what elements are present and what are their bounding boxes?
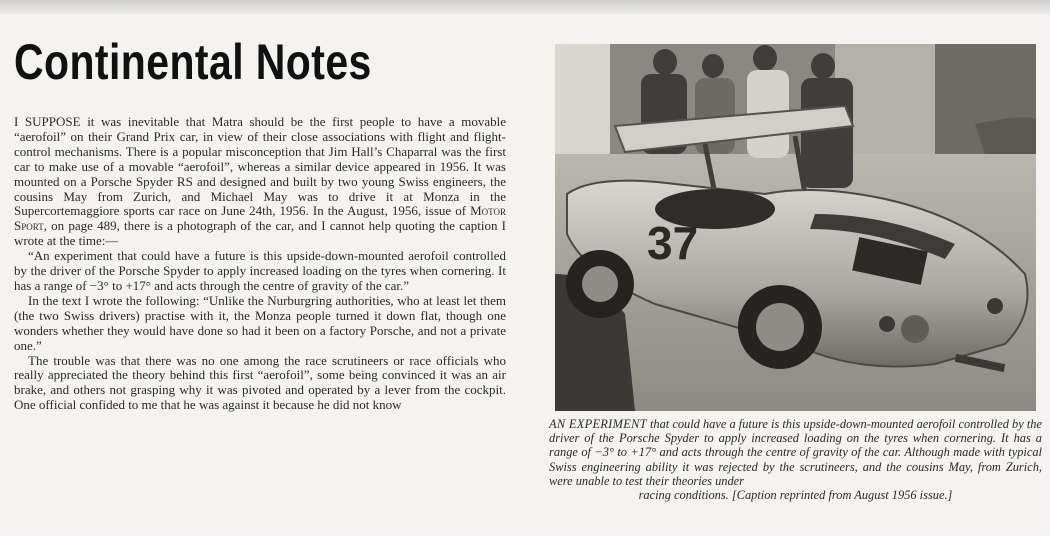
magazine-name: Motor Sport	[14, 203, 507, 234]
rear-wheel-hub	[756, 303, 804, 351]
caption-lead: AN EXPERIMENT	[549, 417, 647, 431]
photo-caption	[549, 417, 1042, 502]
parked-car-right	[975, 117, 1036, 154]
car-number: 37	[647, 217, 699, 269]
paragraph-text: I SUPPOSE it was inevitable that Matra should be the first people to have a movable “aerofoil” on their Grand Prix car, in view of their close associations with flight and flight-control mechanisms. There is a popular misconception that Jim Hall’s Chaparral was the first car to make use of a movable “aerofoil”, whereas a similar device appeared in 1956. It was mounted on a Porsche Spyder RS and designed and built by two young Swiss engineers, the cousins May from Zurich, and Michael May was to drive it at Monza in the Supercortemaggiore sports car race on June 24th, 1956. In the August, 1956, issue of	[14, 114, 506, 219]
car-photo	[555, 44, 1036, 411]
front-wheel-hub	[582, 266, 618, 302]
caption-body: that could have a future is this upside-down-mounted aerofoil controlled by the driver of the Porsche Spyder to apply increased loading on the tyres when cornering. It has a range of −3° to +17° and acts through the centre of gravity of the car. Although made with typical Swiss engineering ability it was rejected by the scrutineers, and the cousins May, from Zurich, were unable to test their theories under	[549, 417, 1042, 488]
caption-last-line: racing conditions. [Caption reprinted from August 1956 issue.]	[638, 488, 953, 503]
page-title: Continental Notes	[14, 34, 372, 90]
paragraph-text: , on page 489, there is a photograph of the car, and I cannot help quoting the caption I wrote at the time:—	[14, 218, 506, 249]
article-paragraph-4: The trouble was that there was no one among the race scrutineers or race officials who really appreciated the theory behind this first “aerofoil”, some being convinced it was an air brake, and others not grasping why it was pivoted and operated by a lever from the cockpit. One official confided to me that he was against it because he did not know	[14, 352, 506, 413]
article-paragraph-1	[14, 115, 506, 249]
article-paragraph-3: In the text I wrote the following: “Unlike the Nurburgring authorities, who at least let them (the two Swiss drivers) practise with it, the Monza people turned it down flat, though one wonders whether they would have done so had it been on a factory Porsche, and not a private one.”	[14, 292, 506, 353]
tail-light	[987, 298, 1003, 314]
article-paragraph-2: “An experiment that could have a future is this upside-down-mounted aerofoil controlled by the driver of the Porsche Spyder to apply increased loading on the tyres when cornering. It has a range of −3° to +17° and acts through the centre of gravity of the car.”	[14, 248, 506, 293]
tail-light	[879, 316, 895, 332]
page-top-edge	[0, 0, 1050, 14]
tail-light	[901, 315, 929, 343]
car-photo-illustration	[555, 44, 1036, 411]
article-body	[14, 115, 506, 413]
